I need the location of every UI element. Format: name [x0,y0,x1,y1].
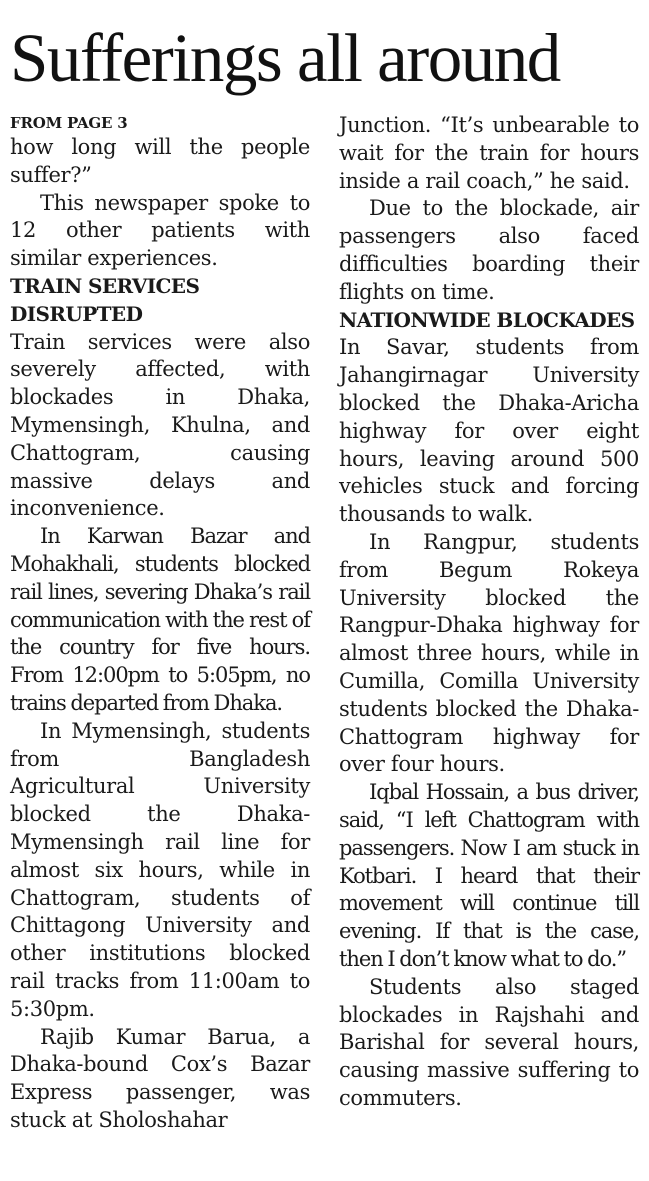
headline: Sufferings all around [10,20,560,96]
section-subhead: TRAIN SERVICES DISRUPTED [10,273,200,326]
article-column-right [339,112,639,1113]
paragraph: Train services were also severely affected, with blockades in Dhaka, Mymensingh, Khulna, and Chattogram, causing massive delays and inconvenience. [10,329,310,521]
paragraph: Junction. “It’s unbearable to wait for the train for hours inside a rail coach,” he said. [339,113,639,193]
section-subhead: NATIONWIDE BLOCKADES [339,307,635,332]
paragraph: In Savar, students from Jahangirnagar University blocked the Dhaka-Aricha highway for over eight hours, leaving around 500 vehicles stuck and forcing thousands to walk. [339,335,639,527]
paragraph: In Karwan Bazar and Mohakhali, students blocked rail lines, severing Dhaka’s rail communication with the rest of the country for five hours. From 12:00pm to 5:05pm, no trains departed from Dhaka. [10,524,310,715]
article-column-left [10,112,310,1135]
paragraph: Due to the blockade, air passengers also faced difficulties boarding their flights on time. [339,196,639,304]
paragraph: Iqbal Hossain, a bus driver, said, “I left Chattogram with passengers. Now I am stuck in Kotbari. I heard that their movement will continue till evening. If that is the case, then I don’t know what to do.” [339,780,639,971]
paragraph: how long will the people suffer?” [10,135,310,187]
paragraph: This newspaper spoke to 12 other patients with similar experiences. [10,190,310,271]
paragraph: In Rangpur, students from Begum Rokeya University blocked the Rangpur-Dhaka highway for almost three hours, while in Cumilla, Comilla University students blocked the Dhaka-Chattogram highway for over four hours. [339,529,639,777]
paragraph: Rajib Kumar Barua, a Dhaka-bound Cox’s Bazar Express passenger, was stuck at Sholoshahar [10,1024,310,1132]
continuation-label: FROM PAGE 3 [10,114,128,132]
paragraph: In Mymensingh, students from Bangladesh Agricultural University blocked the Dhaka-Mymensingh rail line for almost six hours, while in Chattogram, students of Chittagong University and other institutions blocked rail tracks from 11:00am to 5:30pm. [10,718,310,1021]
paragraph: Students also staged blockades in Rajshahi and Barishal for several hours, causing massive suffering to commuters. [339,974,639,1110]
